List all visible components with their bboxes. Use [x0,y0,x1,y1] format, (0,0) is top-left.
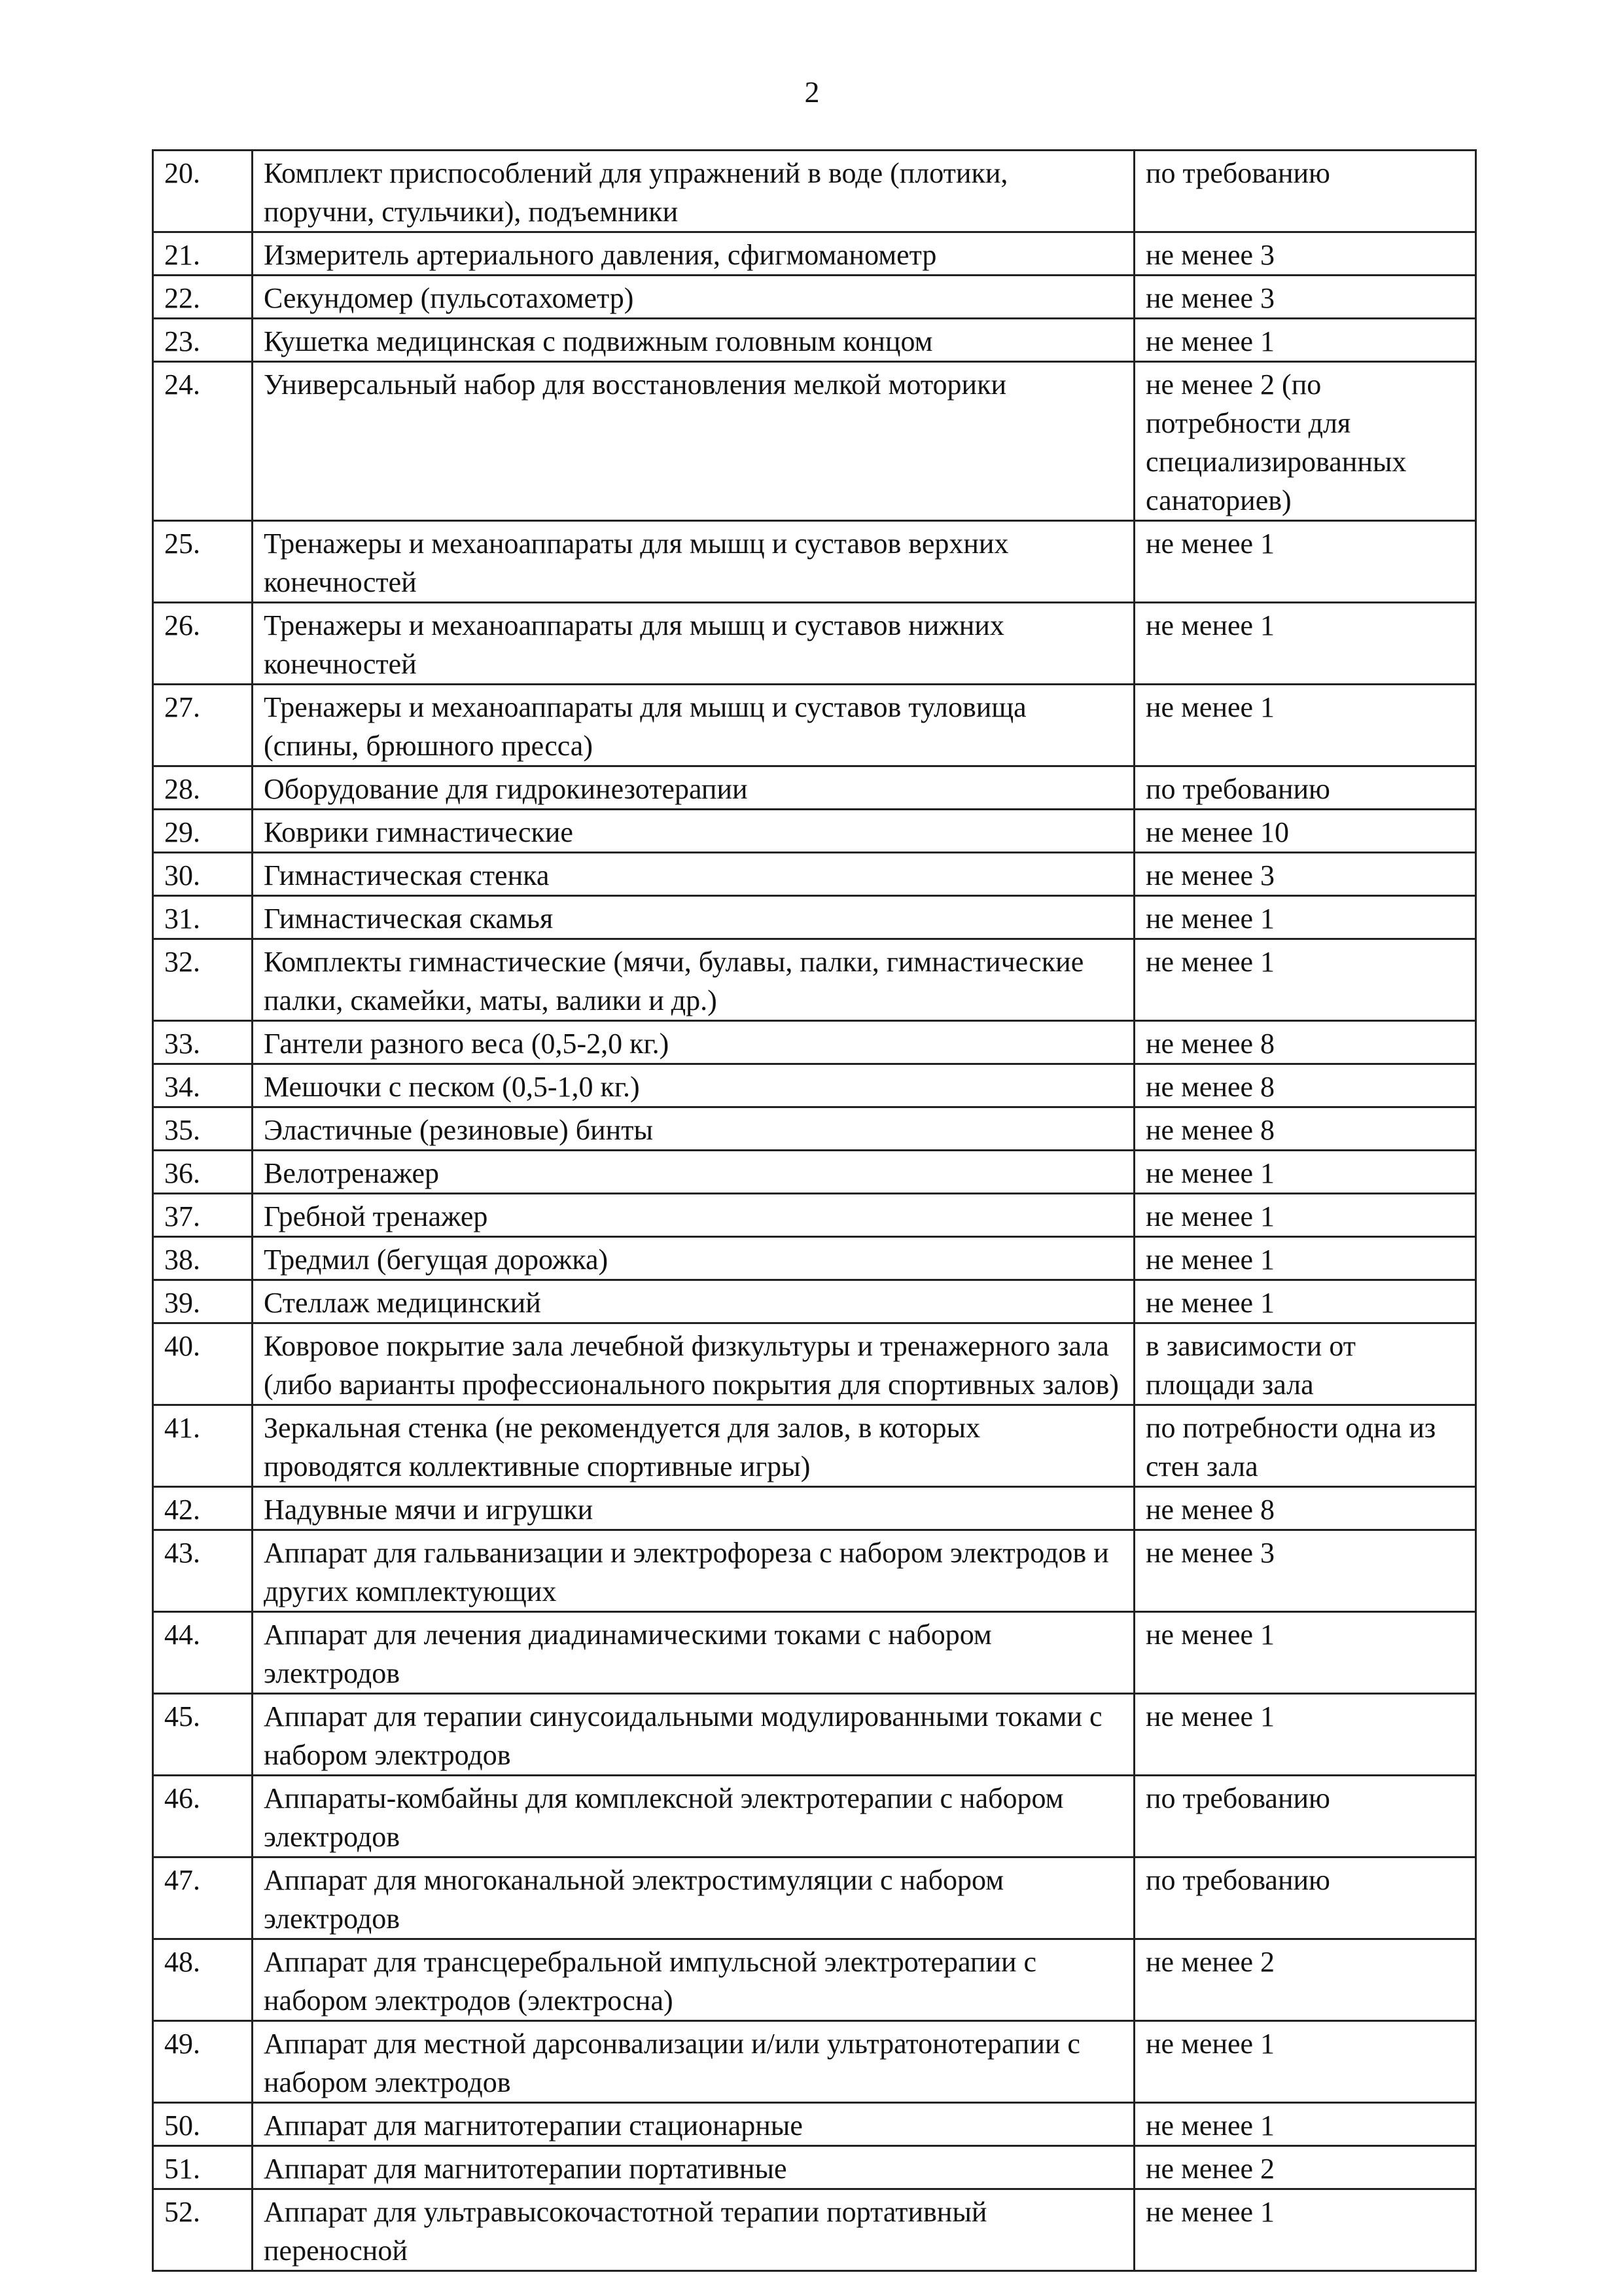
table-row [153,1405,1476,1487]
equipment-quantity: не менее 1 [1135,521,1476,603]
row-number: 37. [153,1194,253,1237]
row-number: 25. [153,521,253,603]
row-number: 21. [153,232,253,276]
row-number: 22. [153,276,253,319]
table-row [153,2021,1476,2103]
equipment-name: Аппарат для гальванизации и электрофореза с набором электродов и других комплектующих [253,1530,1135,1612]
equipment-name: Эластичные (резиновые) бинты [253,1107,1135,1151]
table-row [153,2189,1476,2271]
equipment-name: Тренажеры и механоаппараты для мышц и суставов верхних конечностей [253,521,1135,603]
equipment-quantity: в зависимости от площади зала [1135,1323,1476,1405]
table-row [153,319,1476,362]
table-row [153,1064,1476,1107]
row-number: 30. [153,853,253,896]
row-number: 51. [153,2146,253,2189]
equipment-name: Тренажеры и механоаппараты для мышц и суставов нижних конечностей [253,603,1135,685]
table-row [153,1237,1476,1280]
equipment-name: Тренажеры и механоаппараты для мышц и суставов туловища (спины, брюшного пресса) [253,685,1135,766]
row-number: 42. [153,1487,253,1530]
table-row [153,1280,1476,1323]
row-number: 40. [153,1323,253,1405]
row-number: 50. [153,2103,253,2146]
row-number: 39. [153,1280,253,1323]
table-row [153,853,1476,896]
equipment-quantity: не менее 1 [1135,2021,1476,2103]
equipment-quantity: не менее 1 [1135,1694,1476,1776]
equipment-quantity: не менее 3 [1135,232,1476,276]
table-row [153,1776,1476,1857]
equipment-name: Надувные мячи и игрушки [253,1487,1135,1530]
equipment-quantity: не менее 8 [1135,1107,1476,1151]
table-row [153,151,1476,232]
equipment-quantity: не менее 1 [1135,319,1476,362]
table-row [153,896,1476,939]
equipment-name: Комплекты гимнастические (мячи, булавы, палки, гимнастические палки, скамейки, маты, валики и др.) [253,939,1135,1021]
equipment-name: Аппарат для ультравысокочастотной терапии портативный переносной [253,2189,1135,2271]
table-row [153,766,1476,810]
equipment-quantity: не менее 2 [1135,1939,1476,2021]
equipment-quantity: по потребности одна из стен зала [1135,1405,1476,1487]
table-row [153,1612,1476,1694]
equipment-quantity: по требованию [1135,1857,1476,1939]
equipment-table [152,149,1477,2272]
row-number: 27. [153,685,253,766]
row-number: 45. [153,1694,253,1776]
table-row [153,2146,1476,2189]
equipment-quantity: не менее 2 [1135,2146,1476,2189]
equipment-quantity: не менее 1 [1135,685,1476,766]
row-number: 31. [153,896,253,939]
row-number: 34. [153,1064,253,1107]
row-number: 24. [153,362,253,521]
equipment-quantity: не менее 10 [1135,810,1476,853]
table-row [153,685,1476,766]
equipment-name: Аппараты-комбайны для комплексной электротерапии с набором электродов [253,1776,1135,1857]
table-row [153,1857,1476,1939]
equipment-name: Аппарат для многоканальной электростимуляции с набором электродов [253,1857,1135,1939]
equipment-table-body [153,151,1476,2271]
equipment-quantity: по требованию [1135,1776,1476,1857]
equipment-name: Мешочки с песком (0,5-1,0 кг.) [253,1064,1135,1107]
equipment-name: Аппарат для магнитотерапии стационарные [253,2103,1135,2146]
row-number: 23. [153,319,253,362]
table-row [153,603,1476,685]
table-row [153,1194,1476,1237]
equipment-name: Гантели разного веса (0,5-2,0 кг.) [253,1021,1135,1064]
equipment-name: Гребной тренажер [253,1194,1135,1237]
equipment-quantity: не менее 1 [1135,939,1476,1021]
equipment-quantity: не менее 3 [1135,276,1476,319]
table-row [153,2103,1476,2146]
row-number: 49. [153,2021,253,2103]
table-row [153,810,1476,853]
table-row [153,1021,1476,1064]
equipment-quantity: не менее 1 [1135,896,1476,939]
table-row [153,1323,1476,1405]
row-number: 41. [153,1405,253,1487]
table-row [153,1530,1476,1612]
table-row [153,1487,1476,1530]
equipment-quantity: не менее 8 [1135,1021,1476,1064]
row-number: 44. [153,1612,253,1694]
equipment-quantity: не менее 1 [1135,1280,1476,1323]
equipment-quantity: не менее 1 [1135,1194,1476,1237]
equipment-name: Гимнастическая стенка [253,853,1135,896]
equipment-quantity: не менее 1 [1135,1151,1476,1194]
row-number: 46. [153,1776,253,1857]
row-number: 36. [153,1151,253,1194]
equipment-quantity: не менее 3 [1135,853,1476,896]
equipment-name: Аппарат для местной дарсонвализации и/или ультратонотерапии с набором электродов [253,2021,1135,2103]
equipment-name: Комплект приспособлений для упражнений в воде (плотики, поручни, стульчики), подъемники [253,151,1135,232]
equipment-name: Стеллаж медицинский [253,1280,1135,1323]
equipment-quantity: не менее 1 [1135,603,1476,685]
equipment-name: Аппарат для трансцеребральной импульсной электротерапии с набором электродов (электросна) [253,1939,1135,2021]
row-number: 33. [153,1021,253,1064]
equipment-quantity: не менее 1 [1135,1612,1476,1694]
table-row [153,276,1476,319]
equipment-name: Коврики гимнастические [253,810,1135,853]
table-row [153,939,1476,1021]
row-number: 26. [153,603,253,685]
equipment-name: Тредмил (бегущая дорожка) [253,1237,1135,1280]
equipment-quantity: не менее 2 (по потребности для специализированных санаториев) [1135,362,1476,521]
row-number: 47. [153,1857,253,1939]
table-row [153,232,1476,276]
row-number: 32. [153,939,253,1021]
row-number: 38. [153,1237,253,1280]
equipment-name: Оборудование для гидрокинезотерапии [253,766,1135,810]
equipment-name: Велотренажер [253,1151,1135,1194]
equipment-quantity: не менее 3 [1135,1530,1476,1612]
equipment-name: Аппарат для магнитотерапии портативные [253,2146,1135,2189]
equipment-name: Универсальный набор для восстановления мелкой моторики [253,362,1135,521]
equipment-quantity: не менее 8 [1135,1487,1476,1530]
equipment-name: Кушетка медицинская с подвижным головным концом [253,319,1135,362]
row-number: 28. [153,766,253,810]
table-row [153,1107,1476,1151]
table-row [153,1694,1476,1776]
row-number: 48. [153,1939,253,2021]
equipment-name: Аппарат для терапии синусоидальными модулированными токами с набором электродов [253,1694,1135,1776]
equipment-quantity: по требованию [1135,766,1476,810]
equipment-quantity: не менее 1 [1135,2189,1476,2271]
page-number: 2 [804,75,820,109]
table-row [153,1151,1476,1194]
equipment-quantity: не менее 1 [1135,1237,1476,1280]
table-row [153,1939,1476,2021]
row-number: 43. [153,1530,253,1612]
equipment-name: Ковровое покрытие зала лечебной физкультуры и тренажерного зала (либо варианты профессионального покрытия для спортивных залов) [253,1323,1135,1405]
equipment-quantity: по требованию [1135,151,1476,232]
table-row [153,362,1476,521]
equipment-name: Секундомер (пульсотахометр) [253,276,1135,319]
equipment-quantity: не менее 1 [1135,2103,1476,2146]
equipment-quantity: не менее 8 [1135,1064,1476,1107]
equipment-name: Измеритель артериального давления, сфигмоманометр [253,232,1135,276]
row-number: 20. [153,151,253,232]
table-row [153,521,1476,603]
row-number: 35. [153,1107,253,1151]
row-number: 29. [153,810,253,853]
equipment-name: Гимнастическая скамья [253,896,1135,939]
equipment-name: Зеркальная стенка (не рекомендуется для залов, в которых проводятся коллективные спортивные игры) [253,1405,1135,1487]
equipment-name: Аппарат для лечения диадинамическими токами с набором электродов [253,1612,1135,1694]
row-number: 52. [153,2189,253,2271]
